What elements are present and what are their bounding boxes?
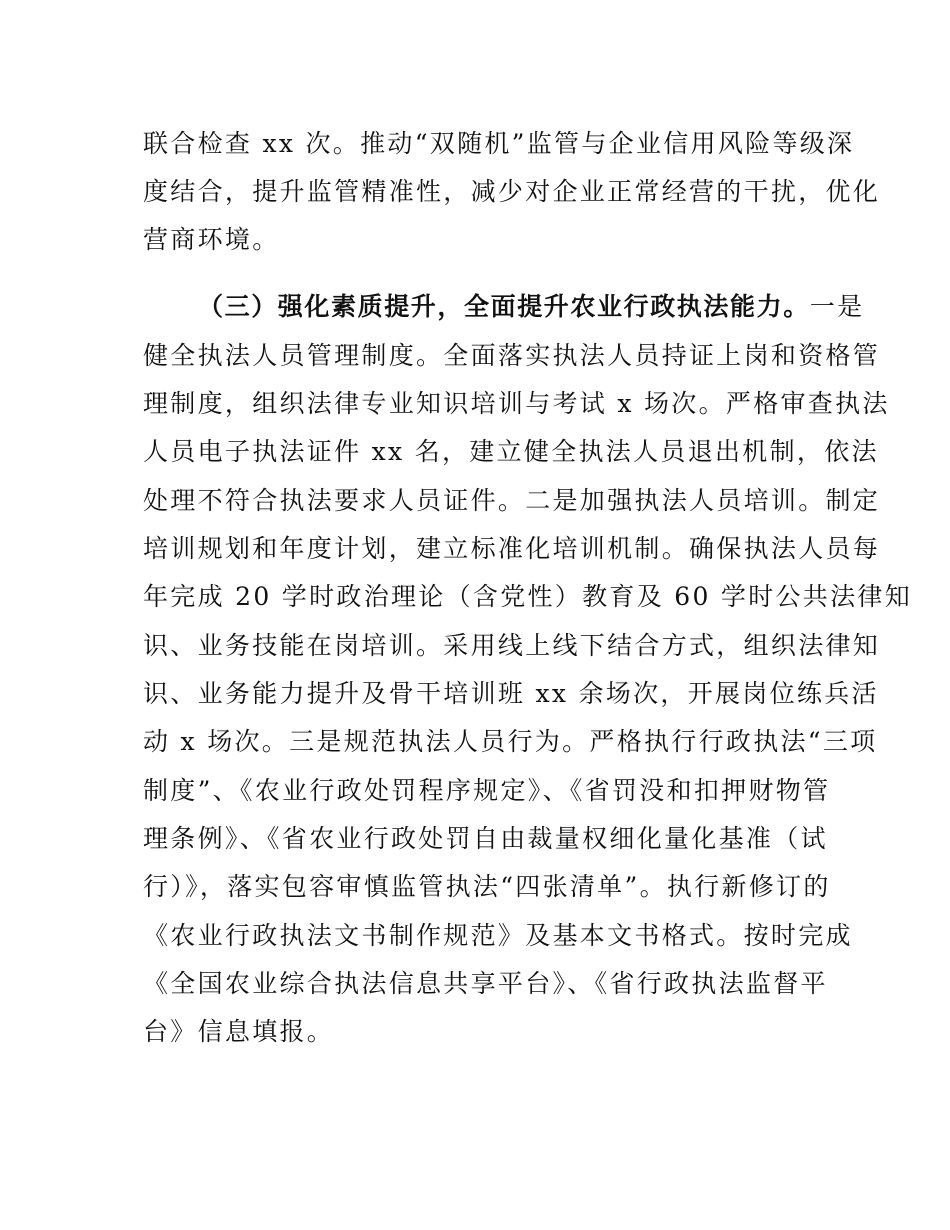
paragraph-2-line: 《农业行政执法文书制作规范》及基本文书格式。按时完成 (143, 921, 853, 950)
paragraph-2-line: 理制度，组织法律专业知识培训与考试 x 场次。严格审查执法 (143, 389, 890, 418)
paragraph-2-line: 年完成 20 学时政治理论（含党性）教育及 60 学时公共法律知 (143, 582, 913, 611)
paragraph-2-line: 培训规划和年度计划，建立标准化培训机制。确保执法人员每 (143, 534, 881, 563)
paragraph-2-line: 识、业务技能在岗培训。采用线上线下结合方式，组织法律知 (143, 631, 881, 660)
paragraph-2-line: 台》信息填报。 (143, 1017, 335, 1046)
paragraph-2-line: 识、业务能力提升及骨干培训班 xx 余场次，开展岗位练兵活 (143, 679, 879, 708)
section-heading: （三）强化素质提升，全面提升农业行政执法能力。 (198, 292, 810, 321)
paragraph-2-line: 制度”、《农业行政处罚程序规定》、《省罚没和扣押财物管 (143, 776, 831, 805)
paragraph-2-line: 行）》，落实包容审慎监管执法“四张清单”。执行新修订的 (143, 872, 831, 901)
paragraph-2-line: 《全国农业综合执法信息共享平台》、《省行政执法监督平 (143, 969, 828, 998)
paragraph-2-first-line (198, 287, 865, 327)
paragraph-2-line: 理条例》、《省农业行政处罚自由裁量权细化量化基准（试 (143, 824, 828, 853)
paragraph-2-line: 处理不符合执法要求人员证件。二是加强执法人员培训。制定 (143, 486, 881, 515)
paragraph-2-first-line-rest: 一是 (809, 292, 865, 321)
paragraph-1-line-2: 度结合，提升监管精准性，减少对企业正常经营的干扰，优化 (143, 177, 881, 206)
paragraph-2-line: 动 x 场次。三是规范执法人员行为。严格执行行政执法“三项 (143, 727, 878, 756)
paragraph-1-line-3: 营商环境。 (143, 225, 280, 254)
paragraph-2-line: 人员电子执法证件 xx 名，建立健全执法人员退出机制，依法 (143, 437, 879, 466)
paragraph-2-line: 健全执法人员管理制度。全面落实执法人员持证上岗和资格管 (143, 341, 881, 370)
paragraph-1-line-1: 联合检查 xx 次。推动“双随机”监管与企业信用风险等级深 (143, 129, 855, 158)
